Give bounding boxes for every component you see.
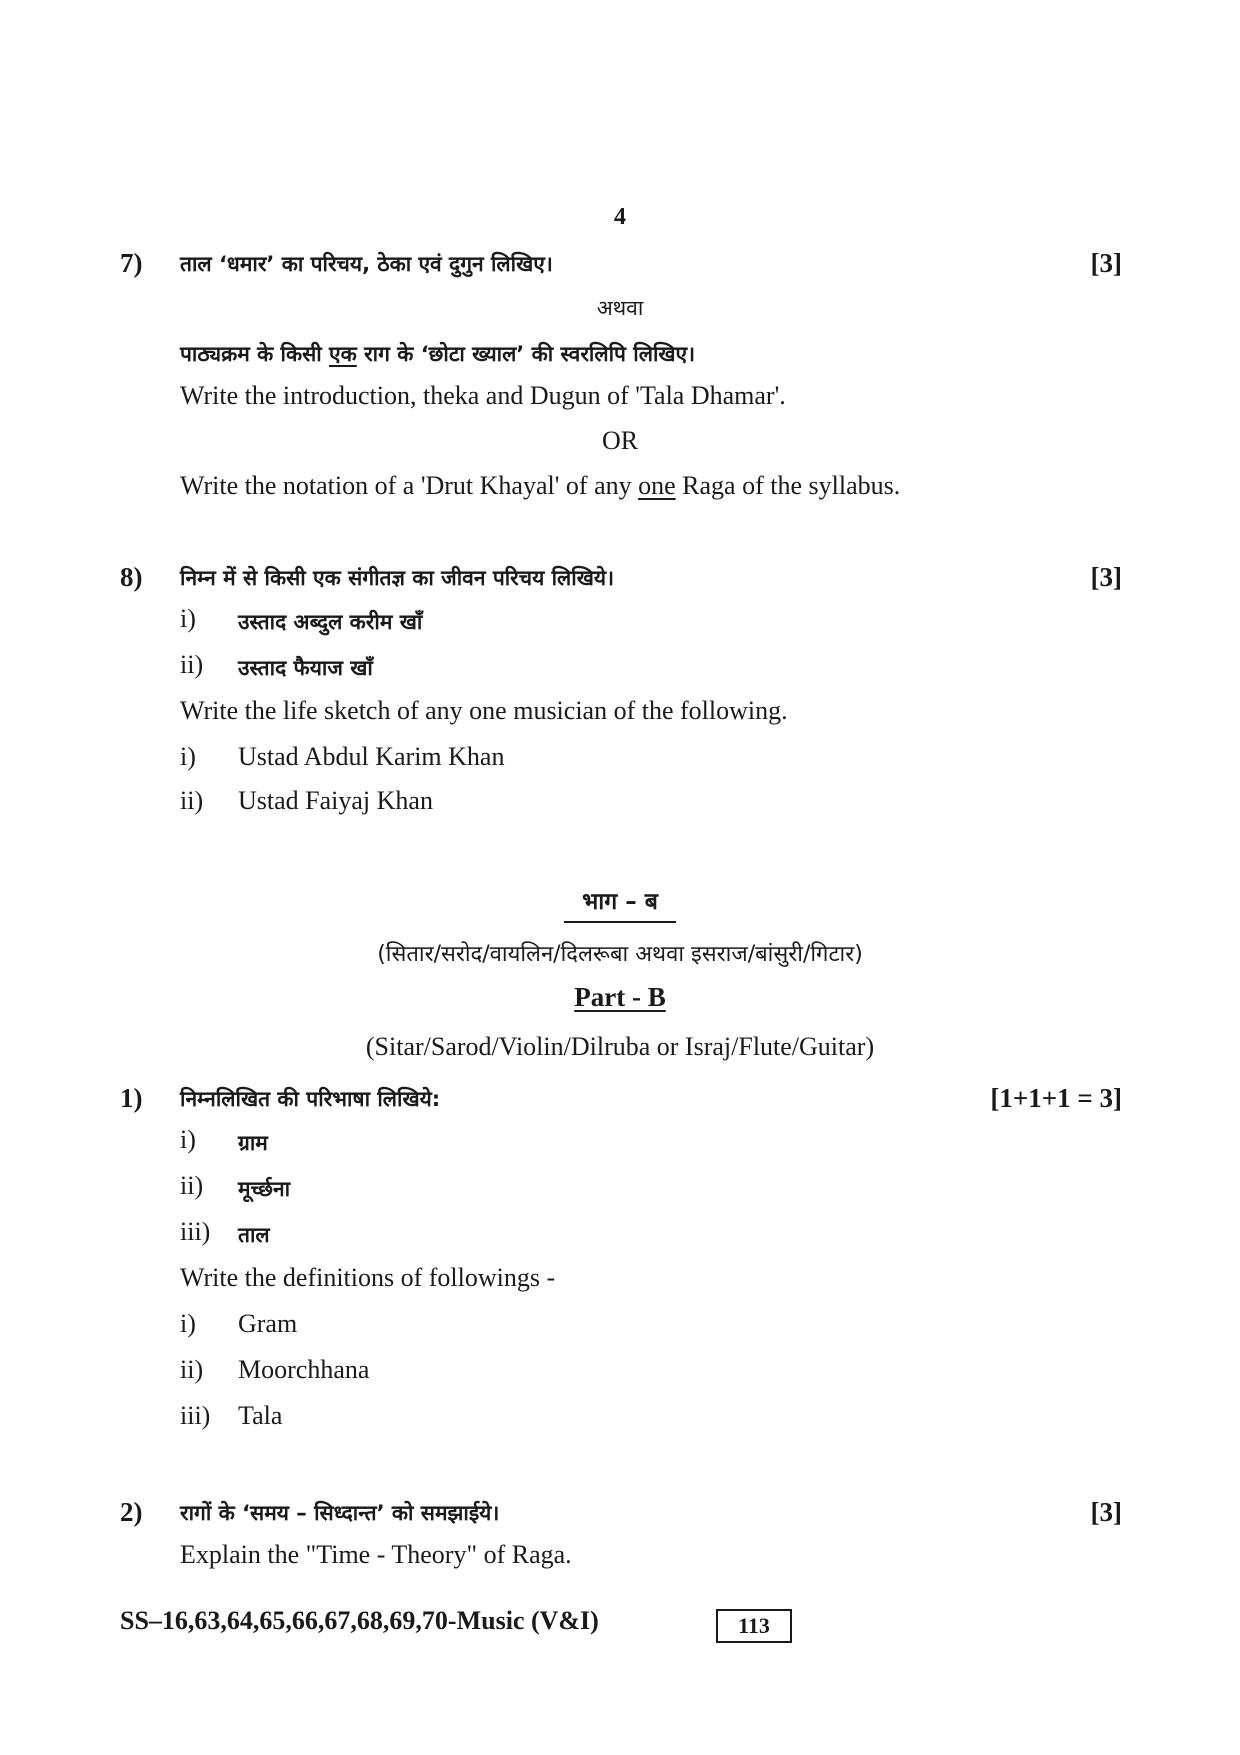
part-b-hindi-title: भाग – ब (582, 889, 658, 915)
question-8-english-item-2: Ustad Faiyaj Khan (238, 786, 433, 815)
question-8-english-item-1-number: i) (180, 742, 196, 771)
question-7-english: Write the introduction, theka and Dugun of 'Tala Dhamar'. (180, 381, 786, 410)
question-7-marks: [3] (1090, 248, 1122, 278)
part-b-question-2-number: 2) (120, 1497, 143, 1527)
question-7-english-alt-part2: Raga of the syllabus. (675, 471, 901, 500)
question-7-number: 7) (120, 248, 143, 278)
part-b-question-1-hindi-item-3: ताल (238, 1223, 270, 1247)
question-8-hindi-item-2-number: ii) (180, 650, 204, 679)
part-b-english-title: Part - B (574, 982, 666, 1012)
part-b-question-1-number: 1) (120, 1083, 143, 1113)
question-7-hindi-alt-part2: राग के ‘छोटा ख्याल’ की स्वरलिपि लिखिए। (356, 342, 696, 366)
part-b-question-1-hindi-item-2: मूर्च्छना (238, 1177, 291, 1201)
part-b-question-1-hindi-item-2-number: ii) (180, 1171, 204, 1200)
part-b-question-1-english-item-3: Tala (238, 1401, 283, 1430)
question-8-number: 8) (120, 562, 143, 592)
question-8-marks: [3] (1090, 562, 1122, 592)
part-b-hindi-subtitle: (सितार/सरोद/वायलिन/दिलरूबा अथवा इसराज/बांसुरी/गिटार) (377, 942, 863, 967)
part-b-question-1-marks: [1+1+1 = 3] (990, 1083, 1122, 1113)
footer-paper-code: SS–16,63,64,65,66,67,68,69,70-Music (V&I) (120, 1606, 599, 1635)
question-8-hindi: निम्न में से किसी एक संगीतज्ञ का जीवन परिचय लिखिये। (180, 566, 615, 590)
question-8-english: Write the life sketch of any one musician of the following. (180, 696, 788, 725)
part-b-hindi-title-underline (564, 921, 676, 923)
part-b-english-subtitle: (Sitar/Sarod/Violin/Dilruba or Israj/Flute/Guitar) (365, 1032, 875, 1061)
question-7-english-or: OR (601, 426, 639, 455)
question-7-hindi-alt (180, 340, 695, 368)
footer-page-box: 113 (716, 1609, 792, 1643)
part-b-question-1-english-item-2: Moorchhana (238, 1355, 370, 1384)
part-b-question-1-english: Write the definitions of followings - (180, 1263, 556, 1292)
part-b-question-1-hindi-item-3-number: iii) (180, 1217, 211, 1246)
question-7-english-alt (180, 471, 900, 501)
part-b-question-1-english-item-1-number: i) (180, 1309, 196, 1338)
part-b-question-1-hindi: निम्नलिखित की परिभाषा लिखिये: (180, 1087, 441, 1111)
question-7-english-alt-part1: Write the notation of a 'Drut Khayal' of any (180, 471, 639, 500)
part-b-question-1-english-item-1: Gram (238, 1309, 298, 1338)
question-7-english-alt-underlined: one (638, 471, 676, 500)
part-b-question-2-english: Explain the "Time - Theory" of Raga. (180, 1540, 572, 1569)
question-8-hindi-item-1-number: i) (180, 604, 196, 633)
part-b-question-2-hindi: रागों के ‘समय – सिध्दान्त’ को समझाईये। (180, 1501, 500, 1525)
page-number: 4 (614, 204, 626, 230)
part-b-question-2-marks: [3] (1090, 1497, 1122, 1527)
part-b-question-1-english-item-2-number: ii) (180, 1355, 204, 1384)
question-7-hindi: ताल ‘धमार’ का परिचय, ठेका एवं दुगुन लिखिए। (180, 252, 553, 276)
question-7-hindi-or: अथवा (596, 296, 644, 320)
question-8-english-item-2-number: ii) (180, 786, 204, 815)
question-8-hindi-item-2: उस्ताद फैयाज खाँ (238, 656, 373, 680)
question-7-hindi-alt-part1: पाठ्यक्रम के किसी (180, 342, 330, 366)
part-b-question-1-hindi-item-1: ग्राम (238, 1131, 268, 1155)
part-b-question-1-english-item-3-number: iii) (180, 1401, 211, 1430)
question-8-hindi-item-1: उस्ताद अब्दुल करीम खाँ (238, 610, 423, 634)
part-b-question-1-hindi-item-1-number: i) (180, 1125, 196, 1154)
question-8-english-item-1: Ustad Abdul Karim Khan (238, 742, 505, 771)
question-7-hindi-alt-underlined: एक (329, 342, 357, 366)
